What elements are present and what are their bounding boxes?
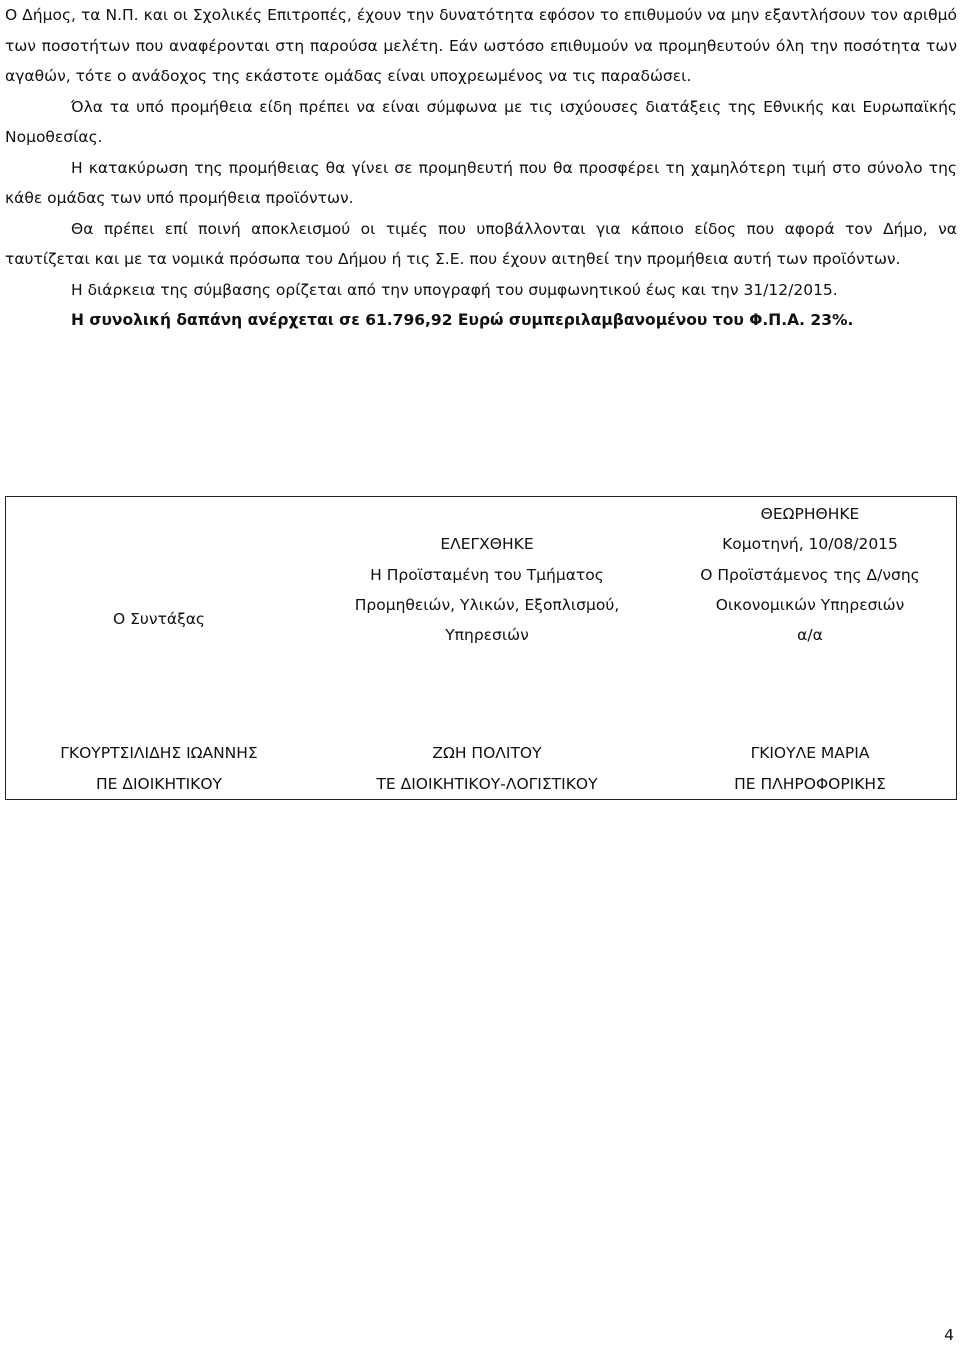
paragraph-total-cost: Η συνολική δαπάνη ανέρχεται σε 61.796,92 Ευρώ συμπεριλαμβανομένου του Φ.Π.Α. 23%. [71,311,854,329]
checked-line3: Υπηρεσιών [445,626,529,644]
paragraph-prices: Θα πρέπει επί ποινή αποκλεισμού οι τιμές που υποβάλλονται για κάποιο είδος που αφορά τον Δήμο, να ταυτίζεται και με τα νομικά πρόσωπα του Δήμου ή τις Σ.Ε. που έχουν αιτηθεί την προμήθεια αυτή των προϊόντων. [5,219,957,268]
approved-status: ΘΕΩΡΗΘΗΚΕ [760,505,860,523]
paragraph-obligations: Ο Δήμος, τα Ν.Π. και οι Σχολικές Επιτροπές, έχουν την δυνατότητα εφόσον το επιθυμούν να μην εξαντλήσουν τον αριθμό των ποσοτήτων που αναφέρονται στη παρούσα μελέτη. Εάν ωστόσο επιθυμούν να προμηθευτούν όλη την ποσότητα των αγαθών, τότε ο ανάδοχος της εκάστοτε ομάδας είναι υποχρεωμένος να τις παραδώσει. [5,6,957,85]
approved-title: ΠΕ ΠΛΗΡΟΦΟΡΙΚΗΣ [734,775,886,793]
approved-line3: α/α [797,626,823,644]
checked-title: ΤΕ ΔΙΟΙΚΗΤΙΚΟΥ-ΛΟΓΙΣΤΙΚΟΥ [376,775,598,793]
approved-place-date: Κομοτηνή, 10/08/2015 [722,535,898,553]
paragraph-duration: Η διάρκεια της σύμβασης ορίζεται από την υπογραφή του συμφωνητικού έως και την 31/12/2015. [71,280,838,299]
paragraph-award: Η κατακύρωση της προμήθειας θα γίνει σε προμηθευτή που θα προσφέρει τη χαμηλότερη τιμή στο σύνολο της κάθε ομάδας των υπό προμήθεια προϊόντων. [5,158,957,207]
author-role: Ο Συντάξας [112,610,206,628]
author-name: ΓΚΟΥΡΤΣΙΛΙΔΗΣ ΙΩΑΝΝΗΣ [60,744,258,762]
checked-line1: Η Προϊσταμένη του Τμήματος [370,566,604,584]
author-title: ΠΕ ΔΙΟΙΚΗΤΙΚΟΥ [95,775,222,793]
approved-name: ΓΚΙΟΥΛΕ ΜΑΡΙΑ [750,744,870,762]
checked-status: ΕΛΕΓΧΘΗΚΕ [440,535,534,553]
signature-table [5,496,957,800]
page-number: 4 [944,1326,954,1344]
approved-line1: Ο Προϊστάμενος της Δ/νσης [700,566,920,584]
approved-line2: Οικονομικών Υπηρεσιών [715,596,905,614]
checked-name: ΖΩΗ ΠΟΛΙΤΟΥ [432,744,542,762]
checked-line2: Προμηθειών, Υλικών, Εξοπλισμού, [354,596,620,614]
document-body [5,0,957,336]
paragraph-legislation: Όλα τα υπό προμήθεια είδη πρέπει να είναι σύμφωνα με τις ισχύουσες διατάξεις της Εθνικής και Ευρωπαϊκής Νομοθεσίας. [5,97,957,146]
